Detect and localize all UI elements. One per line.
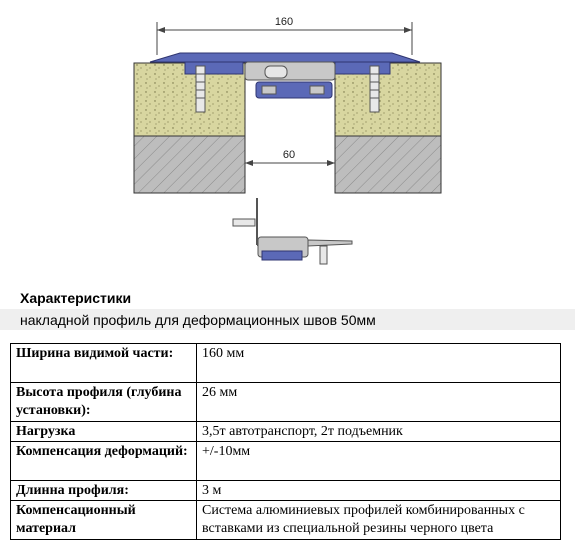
table-row — [11, 442, 561, 481]
spec-value: +/-10мм — [197, 442, 561, 481]
spec-value: 3 м — [197, 481, 561, 501]
dimension-total-label: 160 — [274, 16, 294, 28]
base-left — [134, 136, 245, 193]
table-row — [11, 383, 561, 422]
corner-variant-diagram — [233, 198, 352, 264]
spec-label: Компенсационный материал — [11, 501, 197, 540]
spec-value: 160 мм — [197, 344, 561, 383]
specs-table — [10, 343, 561, 540]
dimension-total — [157, 16, 412, 55]
spec-label: Нагрузка — [11, 422, 197, 442]
spec-value: 3,5т автотранспорт, 2т подъемник — [197, 422, 561, 442]
anchor-right — [370, 66, 379, 112]
base-right — [335, 136, 441, 193]
section-subheading-bar — [0, 309, 575, 330]
dimension-gap — [245, 149, 335, 166]
table-row — [11, 344, 561, 383]
section-subheading: накладной профиль для деформационных швов 50мм — [20, 312, 376, 328]
center-profile — [245, 62, 335, 98]
dimension-gap-label: 60 — [282, 149, 296, 161]
table-row — [11, 501, 561, 540]
spec-label: Компенсация деформаций: — [11, 442, 197, 481]
spec-value: 26 мм — [197, 383, 561, 422]
spec-label: Ширина видимой части: — [11, 344, 197, 383]
table-row — [11, 481, 561, 501]
section-heading: Характеристики — [20, 290, 132, 306]
anchor-left — [196, 66, 205, 112]
table-row — [11, 422, 561, 442]
spec-label: Высота профиля (глубина установки): — [11, 383, 197, 422]
spec-label: Длинна профиля: — [11, 481, 197, 501]
spec-value: Система алюминиевых профилей комбинированных с вставками из специальной резины черного цвета — [197, 501, 561, 540]
